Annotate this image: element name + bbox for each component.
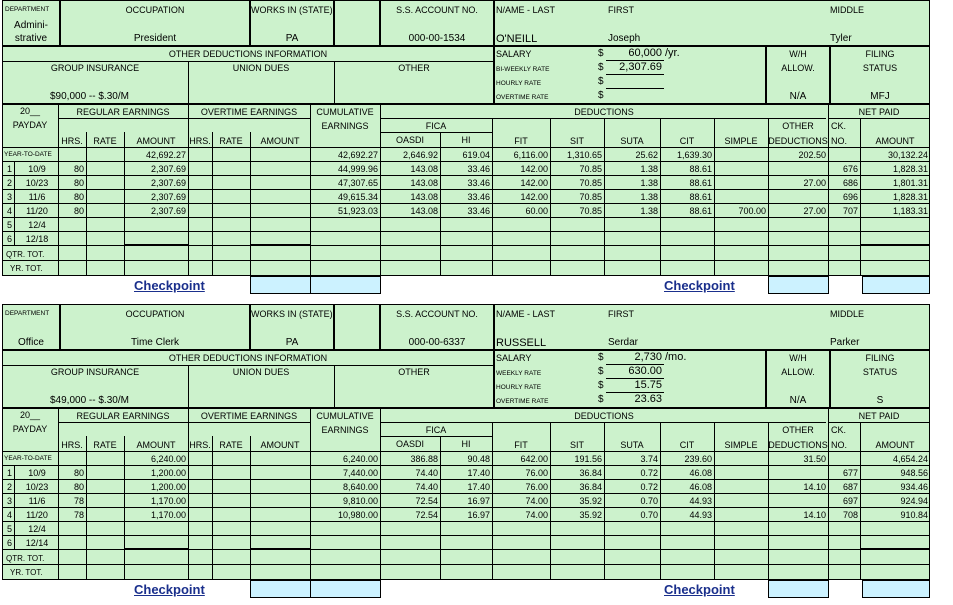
ssn-label: S.S. ACCOUNT NO. [396,309,478,319]
ytd-cit: 239.60 [684,454,712,464]
check-number-cell: 677 [842,468,858,478]
row-number: 1 [6,468,12,478]
ytd-fit: 642.00 [520,454,548,464]
fit-cell: 60.00 [525,206,548,216]
cumulative-cell: 8,640.00 [342,482,378,492]
ytd-oasdi: 386.88 [410,454,438,464]
amount-cell: 2,307.69 [150,164,186,174]
name-box [494,0,930,46]
status-label: STATUS [862,367,898,377]
overtime-rate-label: OVERTIME RATE [496,94,549,101]
payday-date: 12/4 [28,524,46,534]
hi-header: HI [461,439,471,449]
cit-header: CIT [679,440,695,450]
first-name-label: FIRST [608,309,634,319]
checkpoint-field-cumulative[interactable] [310,580,381,598]
check-number-cell: 708 [842,510,858,520]
fit-cell: 74.00 [525,496,548,506]
ot-rate-header: RATE [219,440,243,450]
allow-label: ALLOW. [781,63,815,73]
last-name-label: N/AME - LAST [496,5,556,15]
payday-label: PAYDAY [12,424,48,434]
row-number: 6 [6,538,12,548]
amount-cell: 2,307.69 [150,206,186,216]
ytd-suta: 3.74 [640,454,658,464]
overtime-earnings-label: OVERTIME EARNINGS [200,107,298,117]
payday-date: 12/4 [28,220,46,230]
yr-total-label: YR. TOT. [10,264,43,273]
yr-total-label: YR. TOT. [10,568,43,577]
sit-cell: 36.84 [579,482,602,492]
suta-cell: 0.70 [640,496,658,506]
ytd-hi: 90.48 [467,454,490,464]
sit-cell: 35.92 [579,510,602,520]
hi-header: HI [461,135,471,145]
hrs-cell: 78 [73,510,84,520]
amount-header: AMOUNT [136,136,176,146]
suta-cell: 0.72 [640,482,658,492]
other-cell: 27.00 [803,206,826,216]
simple-header: SIMPLE [724,440,758,450]
ot-amount-header: AMOUNT [260,440,300,450]
department-value-2: strative [14,33,48,44]
checkpoint-field-net[interactable] [862,276,930,294]
suta-cell: 1.38 [640,178,658,188]
ytd-net: 4,654.24 [892,454,928,464]
suta-cell: 0.70 [640,510,658,520]
ytd-label: YEAR-TO-DATE [4,455,52,462]
ssn-value: 000-00-1534 [408,33,466,44]
simple-header: SIMPLE [724,136,758,146]
cit-cell: 46.08 [689,482,712,492]
ytd-other: 31.50 [803,454,826,464]
ytd-label: YEAR-TO-DATE [4,151,52,158]
hourly-rate-label: HOURLY RATE [496,384,542,391]
regular-earnings-label: REGULAR EARNINGS [76,107,170,117]
salary-label: SALARY [496,353,532,363]
dollar-sign: $ [598,380,604,391]
row-number: 5 [6,220,12,230]
fit-cell: 142.00 [520,164,548,174]
salary-label: SALARY [496,49,532,59]
dollar-sign: $ [598,62,604,73]
no-header: NO. [831,440,848,450]
checkpoint-regular[interactable]: Checkpoint [134,582,205,597]
year-label: 20__ [19,410,41,420]
department-label: DEPARTMENT [5,310,50,317]
cit-cell: 88.61 [689,192,712,202]
dollar-sign: $ [598,366,604,377]
ytd-net: 30,132.24 [887,150,928,160]
row-number: 6 [6,234,12,244]
checkpoint-field-ot-amount[interactable] [250,580,311,598]
payday-date: 10/9 [28,164,46,174]
cumulative-label: CUMULATIVE [316,411,374,421]
hrs-cell: 80 [73,192,84,202]
hrs-header: HRS. [61,440,83,450]
sit-cell: 35.92 [579,496,602,506]
fica-label: FICA [425,121,447,131]
ytd-amount: 6,240.00 [150,454,186,464]
dollar-sign: $ [598,76,604,87]
payday-date: 10/9 [28,468,46,478]
hi-cell: 33.46 [467,178,490,188]
ytd-cumulative: 6,240.00 [342,454,378,464]
deductions-col-header: DEDUCTIONS [768,440,828,450]
hourly-rate-value: 15.75 [634,379,662,391]
oasdi-cell: 143.08 [410,178,438,188]
other-label: OTHER [398,63,430,73]
sit-cell: 70.85 [579,164,602,174]
fit-cell: 76.00 [525,482,548,492]
ot-amount-header: AMOUNT [260,136,300,146]
payday-date: 11/6 [28,496,46,506]
qtr-total-label: QTR. TOT. [6,554,45,563]
other-cell: 14.10 [803,482,826,492]
cit-cell: 44.93 [689,510,712,520]
amount-cell: 1,200.00 [150,482,186,492]
employee-card-russell [2,304,930,599]
salary-value: 2,730 [634,351,662,363]
first-name-label: FIRST [608,5,634,15]
cumulative-cell: 10,980.00 [337,510,378,520]
sit-header: SIT [569,440,584,450]
last-name-value: O'NEILL [496,33,538,45]
overtime-earnings-label: OVERTIME EARNINGS [200,411,298,421]
ytd-cit: 1,639.30 [676,150,712,160]
hourly-rate-label: HOURLY RATE [496,80,542,87]
net-amount-header: AMOUNT [875,136,915,146]
oasdi-cell: 143.08 [410,164,438,174]
fit-header: FIT [514,136,528,146]
checkpoint-field-ot-amount[interactable] [250,276,311,294]
hrs-cell: 78 [73,496,84,506]
net-paid-cell: 948.56 [900,468,928,478]
oasdi-header: OASDI [395,439,424,449]
deductions-col-header: DEDUCTIONS [768,136,828,146]
ot-hrs-header: HRS. [189,440,211,450]
row-number: 4 [6,206,12,216]
dollar-sign: $ [598,352,604,363]
salary-unit: /mo. [665,351,687,363]
row-number: 5 [6,524,12,534]
hrs-cell: 80 [73,468,84,478]
allow-label: ALLOW. [781,367,815,377]
cit-cell: 88.61 [689,164,712,174]
wh-label: W/H [789,49,807,59]
net-paid-cell: 1,801.31 [892,178,928,188]
row-number: 3 [6,192,12,202]
sit-header: SIT [569,136,584,146]
ytd-suta: 25.62 [635,150,658,160]
amount-cell: 1,170.00 [150,496,186,506]
works-in-label: WORKS IN (STATE) [251,5,333,15]
sit-cell: 70.85 [579,178,602,188]
last-name-label: N/AME - LAST [496,309,556,319]
first-name-value: Joseph [608,33,641,44]
occupation-value: Time Clerk [131,337,179,348]
suta-cell: 1.38 [640,206,658,216]
rate2-label: WEEKLY RATE [496,370,542,377]
fit-header: FIT [514,440,528,450]
spacer-box [334,0,380,46]
middle-name-label: MIDDLE [830,309,865,319]
net-paid-label: NET PAID [858,107,900,117]
oasdi-cell: 74.40 [415,468,438,478]
hrs-cell: 80 [73,482,84,492]
amount-cell: 2,307.69 [150,178,186,188]
department-value-1: Admini- [14,20,48,31]
amount-header: AMOUNT [136,440,176,450]
salary-unit: /yr. [665,47,680,59]
ytd-other: 202.50 [798,150,826,160]
payday-date: 11/6 [28,192,46,202]
ot-rate-header: RATE [219,136,243,146]
cit-cell: 44.93 [689,496,712,506]
checkpoint-field-net[interactable] [862,580,930,598]
earnings-label: EARNINGS [321,121,369,131]
oasdi-cell: 143.08 [410,206,438,216]
last-name-value: RUSSELL [496,337,547,349]
sit-cell: 36.84 [579,468,602,478]
hi-cell: 17.40 [467,482,490,492]
check-number-cell: 697 [842,496,858,506]
other-deductions-title: OTHER DEDUCTIONS INFORMATION [168,353,328,363]
spacer-box [334,304,380,350]
ssn-value: 000-00-6337 [408,337,466,348]
dollar-sign: $ [598,394,604,405]
suta-header: SUTA [620,136,644,146]
department-value-1: Office [18,337,44,348]
other-deductions-col-label: OTHER [782,425,814,435]
cumulative-cell: 9,810.00 [342,496,378,506]
payday-date: 10/23 [25,482,49,492]
hrs-cell: 80 [73,178,84,188]
net-paid-cell: 934.46 [900,482,928,492]
hi-cell: 33.46 [467,192,490,202]
hrs-header: HRS. [61,136,83,146]
rate2-value: 630.00 [628,365,662,377]
other-cell: 27.00 [803,178,826,188]
cit-cell: 88.61 [689,178,712,188]
fit-cell: 142.00 [520,192,548,202]
fit-cell: 76.00 [525,468,548,478]
fica-label: FICA [425,425,447,435]
net-amount-header: AMOUNT [875,440,915,450]
net-paid-cell: 1,183.31 [892,206,928,216]
amount-cell: 2,307.69 [150,192,186,202]
ot-hrs-header: HRS. [189,136,211,146]
suta-cell: 0.72 [640,468,658,478]
ytd-cumulative: 42,692.27 [337,150,378,160]
union-dues-label: UNION DUES [232,63,290,73]
group-insurance-value: $49,000 -- $.30/M [50,395,129,406]
net-paid-cell: 924.94 [900,496,928,506]
hrs-cell: 80 [73,206,84,216]
hi-cell: 16.97 [467,510,490,520]
deductions-label: DEDUCTIONS [574,411,634,421]
regular-earnings-label: REGULAR EARNINGS [76,411,170,421]
simple-cell: 700.00 [738,206,766,216]
checkpoint-regular[interactable]: Checkpoint [134,278,205,293]
allowances-value: N/A [789,91,807,102]
middle-name-label: MIDDLE [830,5,865,15]
earnings-label: EARNINGS [321,425,369,435]
suta-cell: 1.38 [640,164,658,174]
row-number: 3 [6,496,12,506]
rate-header: RATE [93,440,117,450]
payday-date: 11/20 [26,206,48,216]
net-paid-label: NET PAID [858,411,900,421]
middle-name-value: Parker [830,337,860,348]
state-value: PA [285,337,299,348]
salary-value: 60,000 [628,47,662,59]
oasdi-header: OASDI [395,135,424,145]
checkpoint-deductions[interactable]: Checkpoint [664,278,735,293]
occupation-label: OCCUPATION [125,309,185,319]
cumulative-cell: 44,999.96 [337,164,378,174]
oasdi-cell: 143.08 [410,192,438,202]
year-label: 20__ [19,106,41,116]
name-box [494,304,930,350]
amount-cell: 1,200.00 [150,468,186,478]
group-insurance-value: $90,000 -- $.30/M [50,91,129,102]
oasdi-cell: 72.54 [415,510,438,520]
cumulative-cell: 51,923.03 [337,206,378,216]
other-cell: 14.10 [803,510,826,520]
ytd-sit: 191.56 [574,454,602,464]
no-header: NO. [831,136,848,146]
allowances-value: N/A [789,395,807,406]
dollar-sign: $ [598,48,604,59]
qtr-total-label: QTR. TOT. [6,250,45,259]
payday-label: PAYDAY [12,120,48,130]
filing-status-value: S [876,395,884,406]
cit-cell: 88.61 [689,206,712,216]
amount-cell: 1,170.00 [150,510,186,520]
checkpoint-field-other[interactable] [768,276,829,294]
ytd-hi: 619.04 [462,150,490,160]
net-paid-cell: 1,828.31 [892,164,928,174]
hrs-cell: 80 [73,164,84,174]
check-number-cell: 696 [842,192,858,202]
check-number-cell: 676 [842,164,858,174]
cit-cell: 46.08 [689,468,712,478]
ytd-amount: 42,692.27 [145,150,186,160]
other-deductions-col-label: OTHER [782,121,814,131]
fit-cell: 142.00 [520,178,548,188]
check-number-cell: 686 [842,178,858,188]
group-insurance-label: GROUP INSURANCE [50,63,140,73]
suta-header: SUTA [620,440,644,450]
net-paid-cell: 910.84 [900,510,928,520]
occupation-value: President [133,33,177,44]
middle-name-value: Tyler [830,33,852,44]
check-number-cell: 687 [842,482,858,492]
checkpoint-field-cumulative[interactable] [310,276,381,294]
status-label: STATUS [862,63,898,73]
payday-date: 12/18 [25,234,49,244]
filing-status-value: MFJ [870,91,890,102]
ytd-fit: 6,116.00 [513,150,548,160]
checkpoint-deductions[interactable]: Checkpoint [664,582,735,597]
cumulative-cell: 7,440.00 [342,468,378,478]
hi-cell: 33.46 [467,206,490,216]
sit-cell: 70.85 [579,192,602,202]
works-in-label: WORKS IN (STATE) [251,309,333,319]
hi-cell: 33.46 [467,164,490,174]
net-paid-cell: 1,828.31 [892,192,928,202]
ck-label: CK. [831,121,847,131]
cumulative-label: CUMULATIVE [316,107,374,117]
filing-label: FILING [865,353,895,363]
hi-cell: 17.40 [467,468,490,478]
employee-card-oneill [2,0,930,295]
union-dues-label: UNION DUES [232,367,290,377]
ssn-label: S.S. ACCOUNT NO. [396,5,478,15]
ck-label: CK. [831,425,847,435]
hi-cell: 16.97 [467,496,490,506]
payday-date: 12/14 [25,538,49,548]
wh-label: W/H [789,353,807,363]
row-number: 1 [6,164,12,174]
ytd-oasdi: 2,646.92 [402,150,438,160]
oasdi-cell: 72.54 [415,496,438,506]
row-number: 4 [6,510,12,520]
filing-label: FILING [865,49,895,59]
ytd-sit: 1,310.65 [566,150,602,160]
overtime-rate-label: OVERTIME RATE [496,398,549,405]
dollar-sign: $ [598,90,604,101]
payday-date: 11/20 [26,510,48,520]
row-number: 2 [6,482,12,492]
fit-cell: 74.00 [525,510,548,520]
deductions-label: DEDUCTIONS [574,107,634,117]
suta-cell: 1.38 [640,192,658,202]
other-label: OTHER [398,367,430,377]
rate2-value: 2,307.69 [619,61,662,73]
sit-cell: 70.85 [579,206,602,216]
other-deductions-title: OTHER DEDUCTIONS INFORMATION [168,49,328,59]
cumulative-cell: 49,615.34 [337,192,378,202]
cumulative-cell: 47,307.65 [337,178,378,188]
cit-header: CIT [679,136,695,146]
rate2-label: BI-WEEKLY RATE [496,66,550,73]
check-number-cell: 707 [842,206,858,216]
rate-header: RATE [93,136,117,146]
row-number: 2 [6,178,12,188]
payday-date: 10/23 [25,178,49,188]
group-insurance-label: GROUP INSURANCE [50,367,140,377]
oasdi-cell: 74.40 [415,482,438,492]
state-value: PA [285,33,299,44]
first-name-value: Serdar [608,337,639,348]
overtime-rate-value: 23.63 [634,393,662,405]
checkpoint-field-other[interactable] [768,580,829,598]
occupation-label: OCCUPATION [125,5,185,15]
department-label: DEPARTMENT [5,6,50,13]
